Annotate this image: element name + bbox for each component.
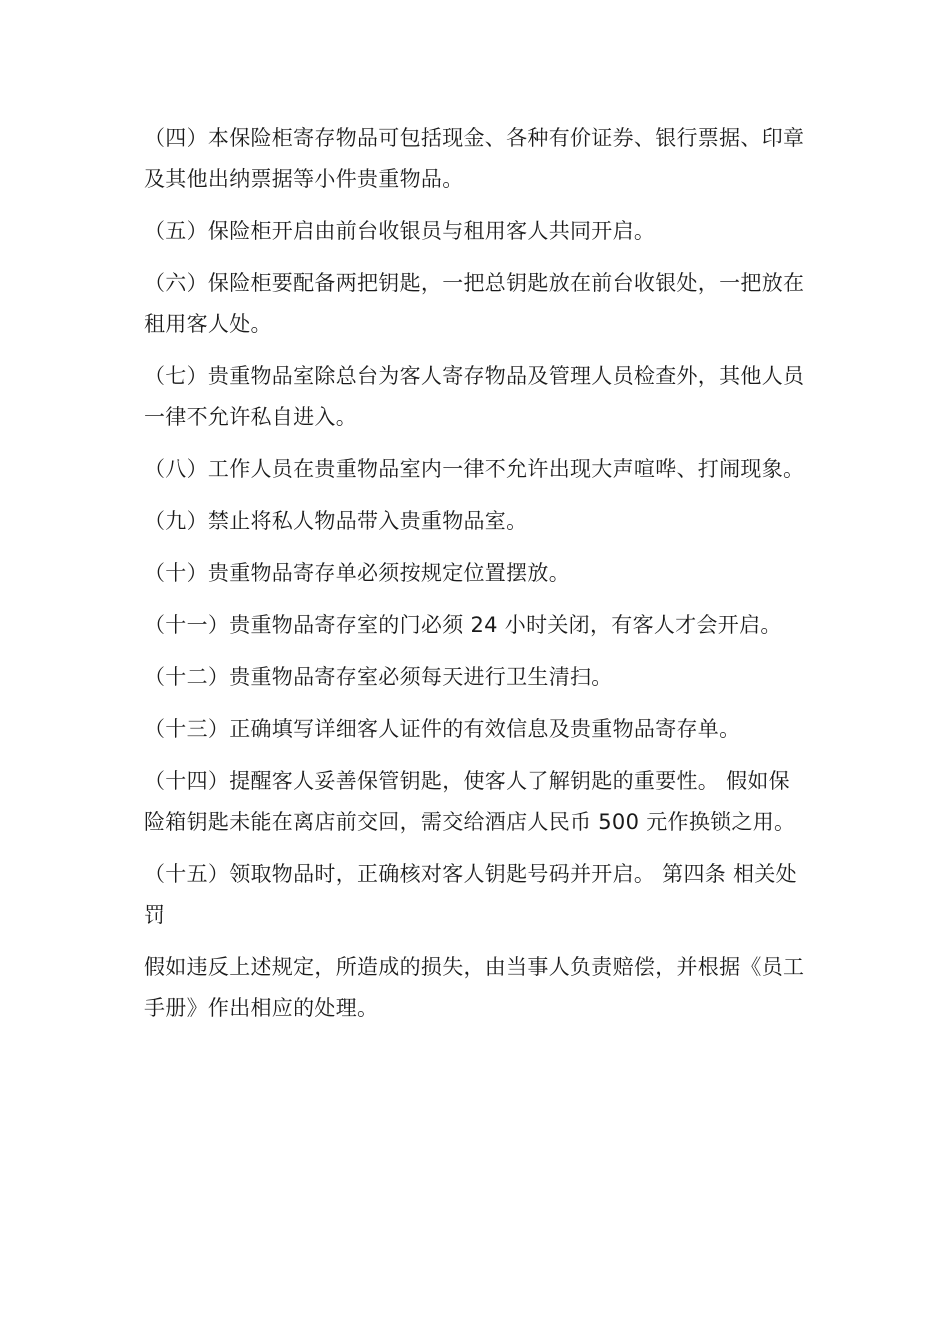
penalty-paragraph: 假如违反上述规定，所造成的损失，由当事人负责赔偿，并根据《员工手册》作出相应的处理。 xyxy=(144,955,805,1020)
paragraph-item-13: （十三）正确填写详细客人证件的有效信息及贵重物品寄存单。 xyxy=(144,717,741,741)
paragraph-item-11: （十一）贵重物品寄存室的门必须 24 小时关闭，有客人才会开启。 xyxy=(144,613,782,637)
paragraph-item-4: （四）本保险柜寄存物品可包括现金、各种有价证券、银行票据、印章及其他出纳票据等小件贵重物品。 xyxy=(144,126,805,191)
paragraph-item-15: （十五）领取物品时，正确核对客人钥匙号码并开启。 第四条 相关处罚 xyxy=(144,862,797,927)
paragraph-item-8: （八）工作人员在贵重物品室内一律不允许出现大声喧哗、打闹现象。 xyxy=(144,457,805,481)
paragraph-item-7: （七）贵重物品室除总台为客人寄存物品及管理人员检查外，其他人员一律不允许私自进入。 xyxy=(144,364,805,429)
paragraph-item-6: （六）保险柜要配备两把钥匙，一把总钥匙放在前台收银处，一把放在租用客人处。 xyxy=(144,271,805,336)
paragraph-item-12: （十二）贵重物品寄存室必须每天进行卫生清扫。 xyxy=(144,665,613,689)
paragraph-item-14: （十四）提醒客人妥善保管钥匙，使客人了解钥匙的重要性。 假如保险箱钥匙未能在离店前交回，需交给酒店人民币 500 元作换锁之用。 xyxy=(144,769,796,834)
paragraph-item-5: （五）保险柜开启由前台收银员与租用客人共同开启。 xyxy=(144,219,656,243)
document-page xyxy=(144,118,808,1040)
paragraph-item-9: （九）禁止将私人物品带入贵重物品室。 xyxy=(144,509,528,533)
paragraph-item-10: （十）贵重物品寄存单必须按规定位置摆放。 xyxy=(144,561,570,585)
